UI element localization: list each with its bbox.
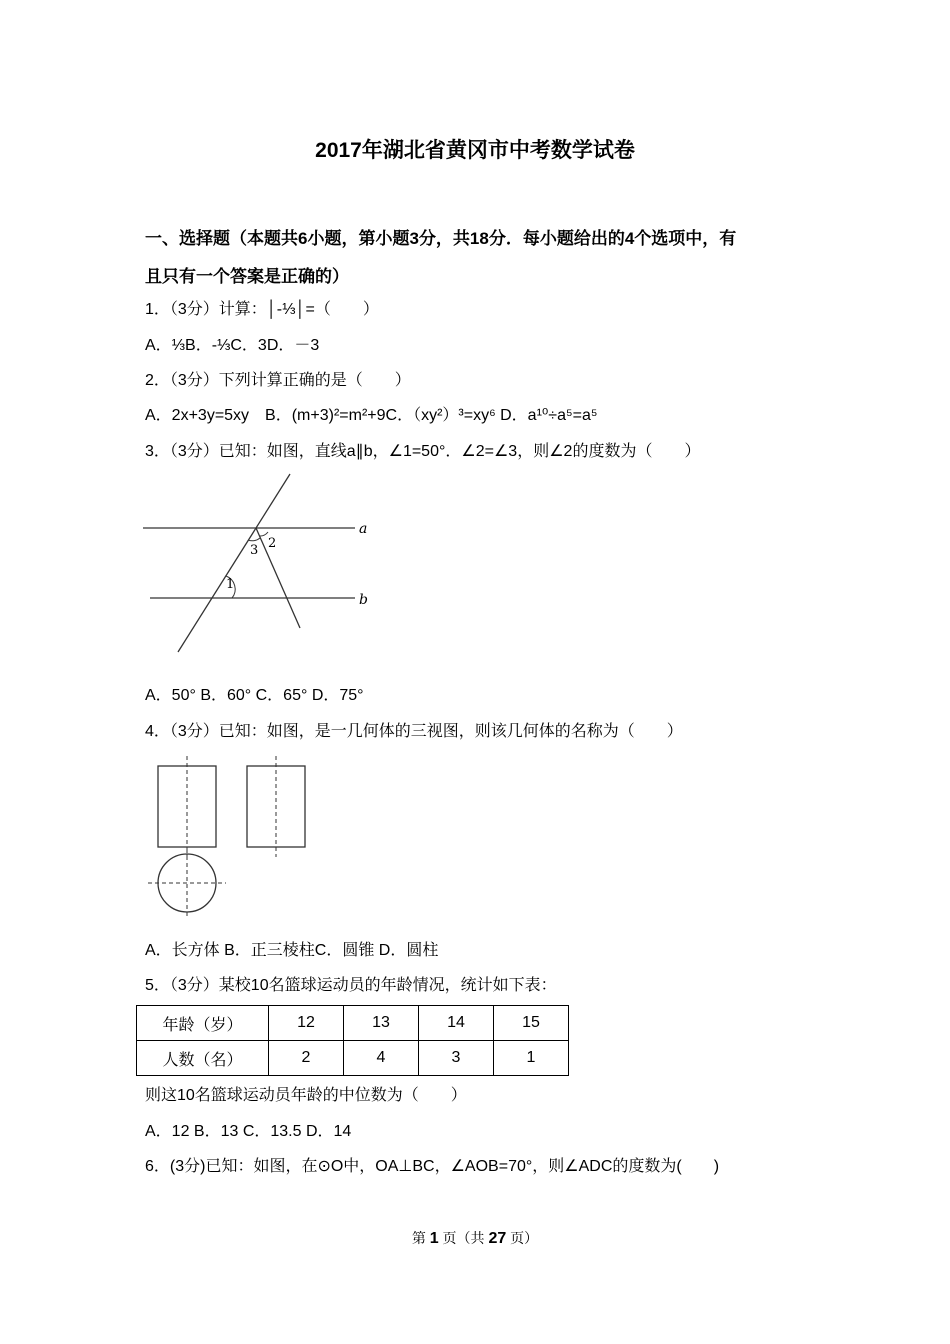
angle2-arc bbox=[260, 532, 268, 536]
q1-stem: 1．（3分）计算：│-⅓│=（ ） bbox=[145, 301, 379, 318]
footer-post: 页） bbox=[506, 1230, 539, 1246]
table-cell: 3 bbox=[419, 1041, 494, 1076]
q2-stem: 2．（3分）下列计算正确的是（ ） bbox=[145, 372, 411, 389]
q3-stem: 3．（3分）已知：如图，直线a∥b，∠1=50°．∠2=∠3，则∠2的度数为（ ） bbox=[145, 443, 701, 460]
footer-page-number: 1 bbox=[429, 1230, 439, 1247]
q5-options: A．12 B．13 C．13.5 D．14 bbox=[145, 1123, 352, 1140]
table-header-count: 人数（名） bbox=[137, 1041, 269, 1076]
table-cell: 12 bbox=[269, 1006, 344, 1041]
table-row bbox=[137, 1006, 569, 1041]
transversal-2 bbox=[256, 528, 300, 628]
transversal-1 bbox=[178, 474, 290, 652]
q4-options: A．长方体 B．正三棱柱C．圆锥 D．圆柱 bbox=[145, 942, 439, 959]
q5-stem: 5．（3分）某校10名篮球运动员的年龄情况，统计如下表： bbox=[145, 977, 557, 994]
q1-options: A．⅓B．-⅓C．3D．－3 bbox=[145, 337, 320, 354]
q4-stem: 4．（3分）已知：如图，是一几何体的三视图，则该几何体的名称为（ ） bbox=[145, 723, 683, 740]
label-angle1: 1 bbox=[226, 577, 235, 592]
page-title: 2017年湖北省黄冈市中考数学试卷 bbox=[315, 139, 635, 162]
page-footer bbox=[0, 1228, 950, 1248]
footer-pre: 第 bbox=[411, 1230, 430, 1246]
q2-options: A．2x+3y=5xy B．(m+3)²=m²+9C．（xy²）³=xy⁶ D．a¹⁰÷a⁵=a⁵ bbox=[145, 407, 598, 424]
table-row bbox=[137, 1041, 569, 1076]
q6-stem: 6．(3分)已知：如图，在⊙O中，OA⊥BC，∠AOB=70°，则∠ADC的度数为( ) bbox=[145, 1158, 720, 1175]
q3-figure bbox=[140, 470, 380, 660]
q4-figure bbox=[145, 752, 315, 922]
table-cell: 13 bbox=[344, 1006, 419, 1041]
label-a: a bbox=[359, 521, 368, 537]
table-cell: 4 bbox=[344, 1041, 419, 1076]
label-angle3: 3 bbox=[250, 543, 259, 558]
table-header-age: 年龄（岁） bbox=[137, 1006, 269, 1041]
table-cell: 1 bbox=[494, 1041, 569, 1076]
table-cell: 14 bbox=[419, 1006, 494, 1041]
footer-total-pages: 27 bbox=[488, 1230, 507, 1247]
label-angle2: 2 bbox=[268, 536, 277, 551]
section-heading-line2: 且只有一个答案是正确的） bbox=[145, 267, 349, 286]
table-cell: 15 bbox=[494, 1006, 569, 1041]
section-heading-line1: 一、选择题（本题共6小题，第小题3分，共18分．每小题给出的4个选项中，有 bbox=[145, 229, 737, 248]
table-cell: 2 bbox=[269, 1041, 344, 1076]
footer-mid: 页（共 bbox=[438, 1230, 489, 1246]
q3-options: A．50° B．60° C．65° D．75° bbox=[145, 687, 364, 704]
label-b: b bbox=[359, 592, 368, 608]
age-table bbox=[136, 1005, 569, 1076]
q5-follow: 则这10名篮球运动员年龄的中位数为（ ） bbox=[145, 1087, 467, 1104]
